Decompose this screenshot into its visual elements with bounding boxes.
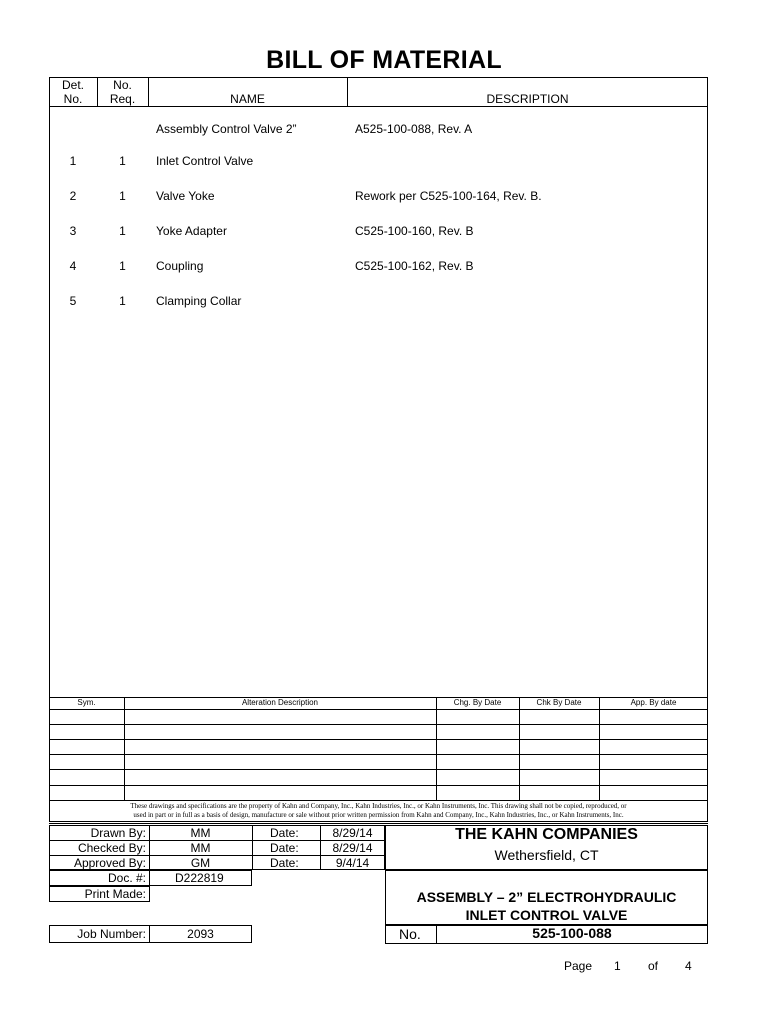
item-name: Assembly Control Valve 2” (156, 122, 297, 136)
company-location: Wethersfield, CT (494, 847, 599, 863)
item-det: 5 (69, 294, 77, 308)
item-req: 1 (119, 154, 126, 168)
of-label: of (648, 959, 659, 973)
drawn-date-label: Date: (270, 826, 299, 840)
header-det-no: Det. No. (61, 78, 84, 106)
item-req: 1 (119, 189, 126, 203)
drawn-date: 8/29/14 (332, 826, 373, 840)
alt-header-chk: Chk By Date (536, 698, 582, 707)
alt-header-chg: Chg. By Date (453, 698, 502, 707)
checked-by-value: MM (190, 841, 211, 855)
header-name: NAME (230, 92, 265, 106)
page-number: 1 (614, 959, 621, 973)
drawn-by-value: MM (190, 826, 211, 840)
approved-by-value: GM (190, 856, 211, 870)
item-det: 4 (69, 259, 77, 273)
header-description: DESCRIPTION (486, 92, 569, 106)
item-det: 1 (69, 154, 77, 168)
item-req: 1 (119, 294, 126, 308)
item-name: Inlet Control Valve (156, 154, 254, 168)
assembly-title: ASSEMBLY – 2” ELECTROHYDRAULIC INLET CONTROL VALVE (416, 889, 677, 923)
property-notice: These drawings and specifications are the property of Kahn and Company, Inc., Kahn Industries, Inc., or Kahn Instruments, Inc. This drawing shall not be copied, reproduced, or used in part or in full as a basis of design, manufacture or sale without prior written permission from Kahn and Company, Inc., Kahn Industries, Inc., or Kahn Instruments, Inc. (130, 802, 627, 819)
company-name: THE KAHN COMPANIES (455, 826, 638, 843)
item-description: C525-100-160, Rev. B (355, 224, 474, 238)
page-total: 4 (685, 959, 692, 973)
document-title: BILL OF MATERIAL (266, 46, 502, 74)
item-description: C525-100-162, Rev. B (355, 259, 474, 273)
job-number-value: 2093 (187, 927, 214, 941)
item-name: Yoke Adapter (156, 224, 227, 238)
item-name: Clamping Collar (156, 294, 242, 308)
item-req: 1 (119, 224, 126, 238)
approved-date: 9/4/14 (335, 856, 370, 870)
drawing-no-label: No. (399, 926, 421, 942)
approved-date-label: Date: (270, 856, 299, 870)
checked-date: 8/29/14 (332, 841, 373, 855)
page-label: Page (564, 959, 593, 973)
item-name: Valve Yoke (156, 189, 215, 203)
drawn-by-label: Drawn By: (90, 826, 146, 840)
job-number-label: Job Number: (77, 927, 146, 941)
header-no-req: No. Req. (109, 78, 136, 106)
item-det: 2 (69, 189, 77, 203)
print-made-label: Print Made: (84, 887, 146, 901)
alt-header-description: Alteration Description (241, 698, 319, 707)
approved-by-label: Approved By: (73, 856, 146, 870)
drawing-no-value: 525-100-088 (532, 925, 612, 941)
doc-number-label: Doc. #: (107, 871, 146, 885)
item-description: A525-100-088, Rev. A (355, 122, 473, 136)
checked-by-label: Checked By: (77, 841, 146, 855)
item-name: Coupling (156, 259, 204, 273)
item-description: Rework per C525-100-164, Rev. B. (355, 189, 542, 203)
alt-header-app: App. By date (630, 698, 677, 707)
item-det: 3 (69, 224, 77, 238)
doc-number-value: D222819 (175, 871, 224, 885)
item-req: 1 (119, 259, 126, 273)
alt-header-sym: Sym. (77, 698, 96, 707)
checked-date-label: Date: (270, 841, 299, 855)
